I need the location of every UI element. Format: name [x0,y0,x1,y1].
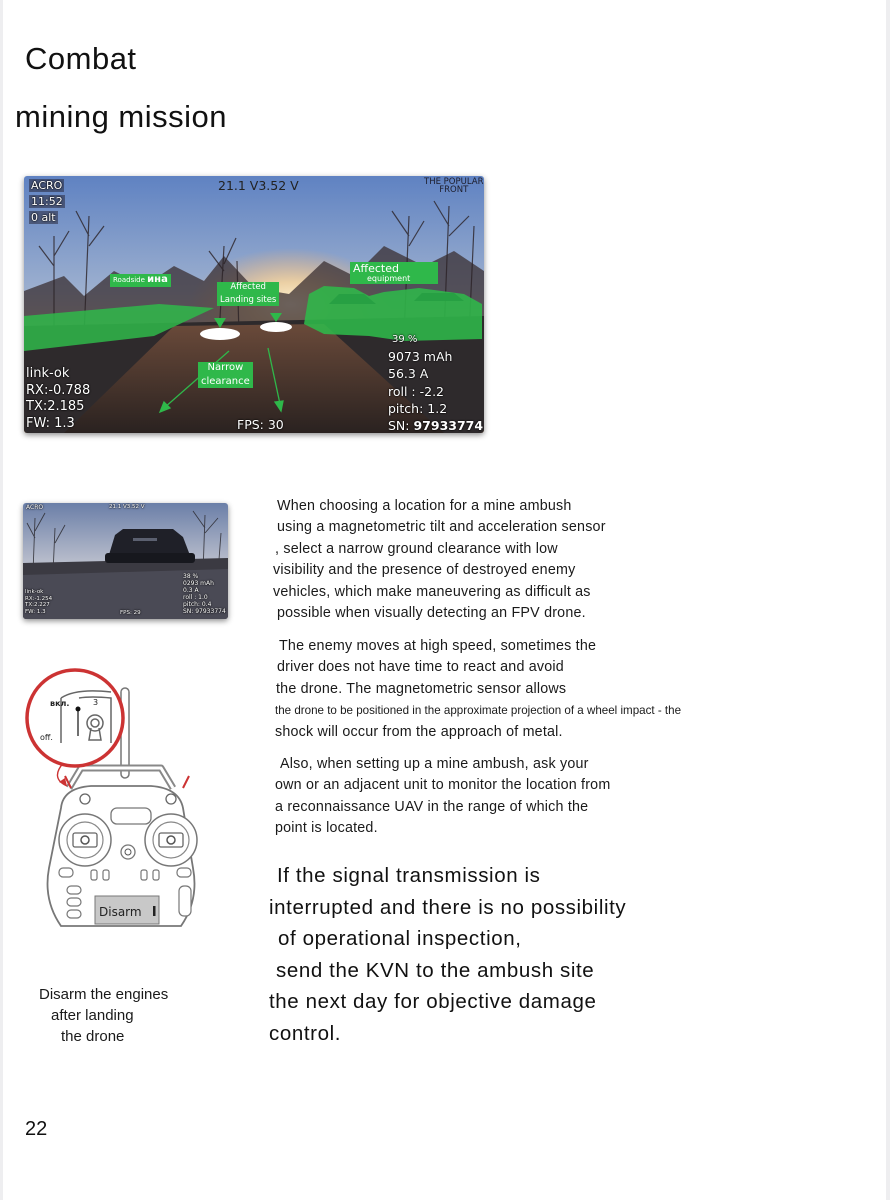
osd-small-serial: SN: 97933774 [183,608,226,615]
osd-small-tx: TX:2.227 [25,602,50,609]
osd-pitch: pitch: 1.2 [388,400,448,416]
left-switch-icon [80,794,90,804]
page [3,0,886,1200]
osd-brand-line-1: THE POPULAR [424,177,484,187]
label-roadside-cyrillic: ина [147,274,168,285]
paragraph-recon-line: own or an adjacent unit to monitor the location from [275,777,611,794]
osd-firmware: FW: 1.3 [26,415,75,431]
osd-rx: RX:-0.788 [26,382,91,398]
paragraph-recon-line: a reconnaissance UAV in the range of which the [275,798,589,815]
osd-brand-line-2: FRONT [439,185,469,195]
osd-serial [388,417,483,433]
paragraph-location-line: vehicles, which make maneuvering as difficult as [273,583,591,600]
paragraph-location-line: visibility and the presence of destroyed enemy [273,562,576,579]
osd-small-current: 0.3 A [183,587,199,594]
osd-small-roll: roll : 1.0 [183,594,208,601]
paragraph-enemy-line: driver does not have time to react and avoid [277,659,564,676]
osd-small-rx: RX:-1.254 [25,595,53,602]
left-stick-icon [59,814,111,866]
right-switch-icon [166,794,176,804]
title-line-1: Combat [25,41,137,76]
right-stick-icon [145,814,197,866]
paragraph-recon-line: point is located. [275,820,378,837]
osd-small-link: link-ok [25,589,44,595]
label-affected-landing-line-2: Landing sites [220,294,277,305]
caption-line: after landing [51,1007,134,1024]
osd-small-mode: ACRO [26,504,44,511]
osd-small-pitch: pitch: 0.4 [183,601,212,608]
page-title [15,30,227,146]
highlight-line: interrupted and there is no possibility [269,895,627,919]
osd-voltage: 21.1 V3.52 V [218,178,299,193]
label-narrow-line-2: clearance [201,375,250,387]
osd-small-telemetry-right [183,573,226,615]
switch-position-number: 3 [93,698,99,707]
osd-telemetry-left [26,366,90,432]
switch-on-label: вкл. [50,699,70,708]
switch-zoom-icon [27,670,123,766]
label-affected-equipment-line-2: equipment [367,273,411,283]
osd-roll: roll : -2.2 [388,383,445,399]
paragraph-enemy-line: the drone to be positioned in the approximate projection of a wheel impact - the [275,704,682,718]
paragraph-location-line: using a magnetometric tilt and acceleration sensor [277,519,606,536]
paragraph-recon-line: Also, when setting up a mine ambush, ask your [280,756,589,772]
page-number: 22 [25,1118,48,1140]
paragraph-enemy-line: the drone. The magnetometric sensor allows [276,680,567,697]
paragraph-location [273,496,606,624]
controller-caption [39,984,168,1047]
highlight-line: the next day for objective damage [269,990,597,1014]
highlight-line: control. [269,1021,342,1045]
fpv-main-image [24,176,484,433]
osd-serial-value: 97933774 [413,418,484,433]
osd-link-status: link-ok [26,366,70,381]
label-narrow-line-1: Narrow [207,362,244,373]
osd-current: 56.3 A [388,366,429,382]
osd-brand [424,178,483,194]
osd-mode: ACRO [31,179,63,192]
label-affected-landing [217,282,279,306]
paragraph-reconnaissance [273,754,610,840]
paragraph-location-line: possible when visually detecting an FPV drone. [277,605,586,622]
osd-serial-label: SN: [388,418,410,433]
highlight-paragraph [269,860,626,1050]
highlight-line: If the signal transmission is [277,864,541,887]
controller-screen-text: Disarm [99,905,142,919]
power-button-icon [121,845,135,859]
osd-altitude: 0 alt [31,211,56,224]
paragraph-location-line: When choosing a location for a mine ambush [277,498,572,514]
osd-small-fps: FPS: 29 [120,610,141,616]
label-affected-landing-line-1: Affected [230,282,266,292]
paragraph-enemy-line: shock will occur from the approach of metal. [275,723,563,740]
osd-small-capacity: 0293 mAh [183,580,214,587]
title-line-2: mining mission [15,99,228,134]
osd-telemetry-right [388,331,483,433]
osd-tx: TX:2.185 [26,399,85,414]
label-affected-equipment-line-1: Affected [353,262,399,275]
osd-time: 11:52 [31,195,63,208]
label-affected-equipment [350,262,438,284]
osd-battery-percent: 39 % [392,334,418,345]
highlight-line: send the KVN to the ambush site [276,958,595,982]
caption-line: the drone [61,1028,125,1045]
fpv-small-image [23,503,228,619]
label-roadside-text: Roadside [113,276,145,284]
paragraph-enemy-line: The enemy moves at high speed, sometimes the [279,638,597,654]
switch-off-label: off. [40,733,53,742]
paragraph-location-line: , select a narrow ground clearance with low [275,540,558,557]
osd-fps: FPS: 30 [237,417,284,432]
label-narrow-clearance [198,362,253,388]
osd-small-battery: 38 % [183,573,199,580]
label-roadside [110,274,171,287]
radio-controller-illustration [21,668,221,953]
osd-small-telemetry-left [25,589,52,615]
osd-small-fw: FW: 1.3 [25,608,46,615]
highlight-line: of operational inspection, [278,927,522,951]
paragraph-enemy [273,636,681,743]
caption-line: Disarm the engines [39,986,169,1003]
osd-small-voltage: 21.1 V3.52 V [109,504,145,510]
osd-capacity: 9073 mAh [388,349,453,365]
